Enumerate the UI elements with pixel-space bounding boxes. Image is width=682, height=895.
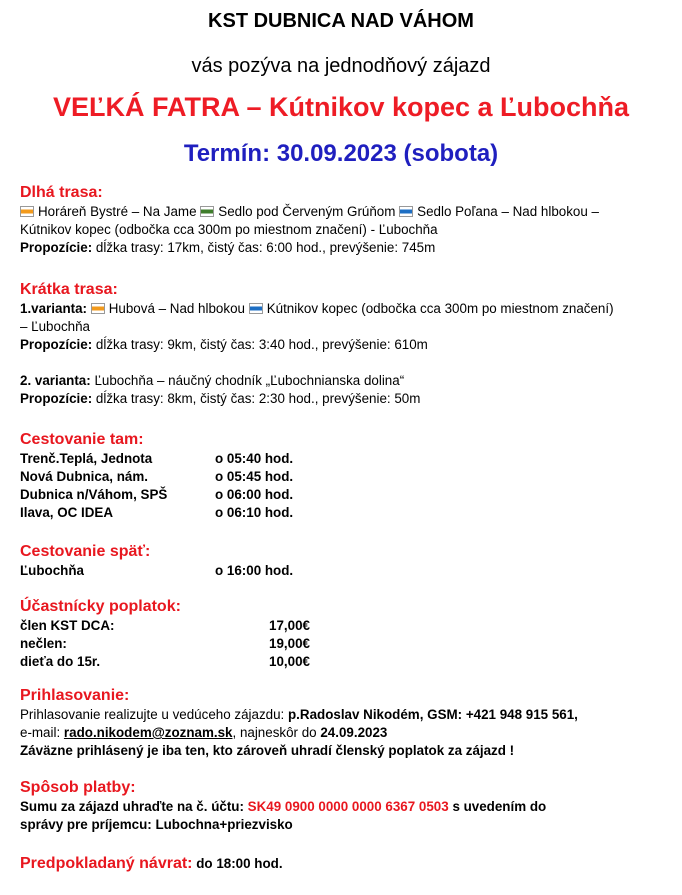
short-route-variant2: 2. varianta: Ľubochňa – náučný chodník „Ľubochnianska dolina“ bbox=[20, 373, 405, 388]
long-route-seg3: Sedlo Poľana – Nad hlbokou – bbox=[417, 204, 599, 219]
trip-date: Termín: 30.09.2023 (sobota) bbox=[183, 140, 499, 167]
registration-note: Záväzne prihlásený je iba ten, kto zároveň uhradí členský poplatok za zájazd ! bbox=[20, 743, 515, 758]
short-route-variant1-line1: 1.varianta: Hubová – Nad hlbokou Kútnikov kopec (odbočka cca 300m po miestnom značení) bbox=[20, 301, 614, 316]
orange-trail-marker-icon bbox=[91, 303, 105, 314]
fee-section bbox=[20, 597, 670, 671]
short-route-section bbox=[20, 280, 670, 408]
short-route-variant1-line2: – Ľubochňa bbox=[20, 319, 90, 334]
registration-heading: Prihlasovanie: bbox=[20, 687, 130, 704]
iban: SK49 0900 0000 0000 6367 0503 bbox=[247, 799, 449, 814]
travel-there-heading: Cestovanie tam: bbox=[20, 431, 144, 448]
departure-row: Ilava, OC IDEA o 06:10 hod. bbox=[20, 505, 294, 520]
long-route-heading: Dlhá trasa: bbox=[20, 184, 103, 201]
long-route-section bbox=[20, 183, 670, 257]
organization-title: KST DUBNICA NAD VÁHOM bbox=[208, 10, 474, 32]
invite-line: vás pozýva na jednodňový zájazd bbox=[191, 55, 491, 77]
long-route-line1 bbox=[20, 203, 670, 221]
blue-trail-marker-icon bbox=[249, 303, 263, 314]
long-route-seg2: Sedlo pod Červeným Grúňom bbox=[218, 204, 396, 219]
payment-heading: Spôsob platby: bbox=[20, 779, 136, 796]
fee-heading: Účastnícky poplatok: bbox=[20, 598, 181, 615]
short-route-variant1-propositions: Propozície: dĺžka trasy: 9km, čistý čas: 3:40 hod., prevýšenie: 610m bbox=[20, 337, 428, 352]
email-link[interactable]: rado.nikodem@zoznam.sk bbox=[63, 725, 233, 740]
travel-back-section bbox=[20, 542, 670, 580]
registration-line1: Prihlasovanie realizujte u vedúceho zájazdu: p.Radoslav Nikodém, GSM: +421 948 915 561, bbox=[20, 707, 578, 722]
registration-line2: e-mail: rado.nikodem@zoznam.sk, najneskôr do 24.09.2023 bbox=[20, 725, 388, 740]
fee-row: dieťa do 15r. 10,00€ bbox=[20, 654, 310, 669]
registration-section bbox=[20, 686, 670, 760]
trip-title: VEĽKÁ FATRA – Kútnikov kopec a Ľubochňa bbox=[52, 92, 630, 122]
orange-trail-marker-icon bbox=[20, 206, 34, 217]
departure-row: Nová Dubnica, nám. o 05:45 hod. bbox=[20, 469, 294, 484]
payment-line2: správy pre príjemcu: Lubochna+priezvisko bbox=[20, 817, 293, 832]
blue-trail-marker-icon bbox=[399, 206, 413, 217]
return-line: Predpokladaný návrat: do 18:00 hod. bbox=[20, 855, 283, 872]
payment-line1: Sumu za zájazd uhraďte na č. účtu: SK49 0900 0000 0000 6367 0503 s uvedením do bbox=[20, 799, 547, 814]
fee-row: člen KST DCA: 17,00€ bbox=[20, 618, 310, 633]
green-trail-marker-icon bbox=[200, 206, 214, 217]
long-route-propositions: Propozície: dĺžka trasy: 17km, čistý čas: 6:00 hod., prevýšenie: 745m bbox=[20, 240, 436, 255]
short-route-variant2-propositions: Propozície: dĺžka trasy: 8km, čistý čas: 2:30 hod., prevýšenie: 50m bbox=[20, 391, 421, 406]
short-route-heading: Krátka trasa: bbox=[20, 281, 118, 298]
fee-row: nečlen: 19,00€ bbox=[20, 636, 310, 651]
return-section bbox=[20, 854, 670, 874]
return-departure-row: Ľubochňa o 16:00 hod. bbox=[20, 563, 294, 578]
travel-there-section bbox=[20, 430, 670, 522]
long-route-seg1: Horáreň Bystré – Na Jame bbox=[38, 204, 197, 219]
departure-row: Dubnica n/Váhom, SPŠ o 06:00 hod. bbox=[20, 487, 294, 502]
long-route-line2: Kútnikov kopec (odbočka cca 300m po miestnom značení) - Ľubochňa bbox=[20, 222, 438, 237]
payment-section bbox=[20, 778, 670, 834]
travel-back-heading: Cestovanie späť: bbox=[20, 543, 151, 560]
departure-row: Trenč.Teplá, Jednota o 05:40 hod. bbox=[20, 451, 294, 466]
return-heading: Predpokladaný návrat: bbox=[20, 855, 193, 872]
